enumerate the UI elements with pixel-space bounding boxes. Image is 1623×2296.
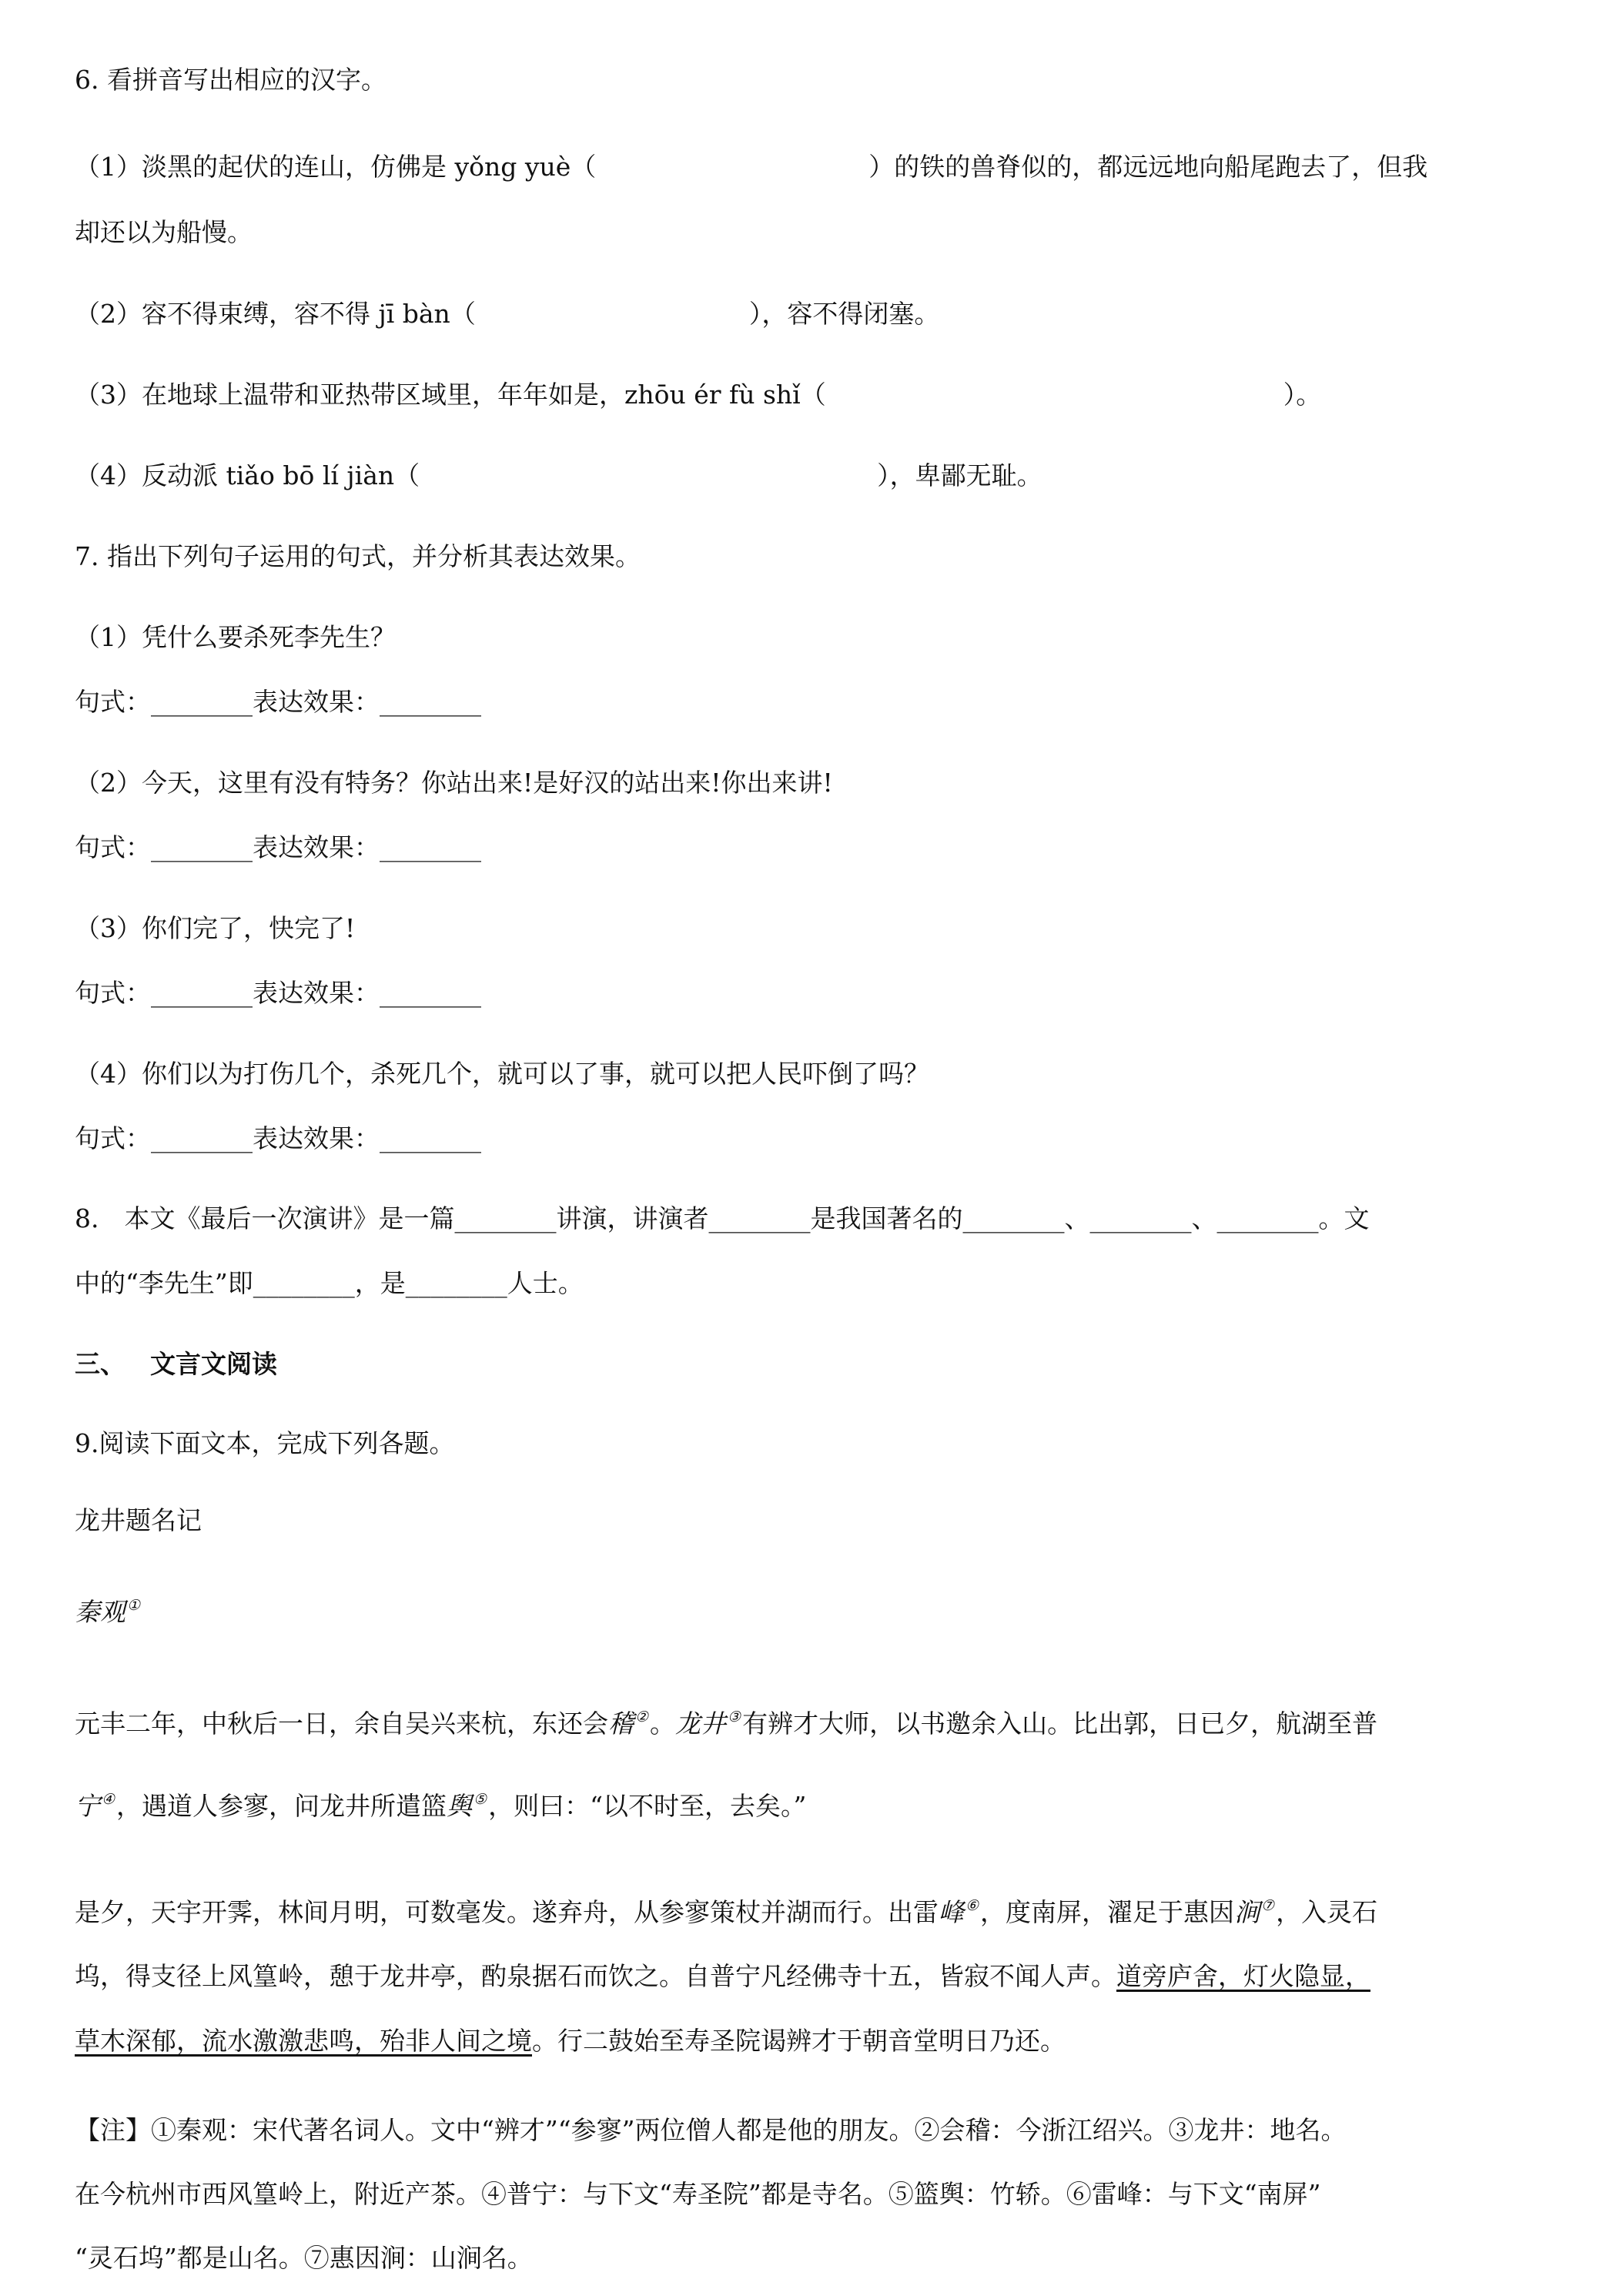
text-run: 宁 bbox=[75, 1791, 100, 1821]
q7-answer-1[interactable]: 句式：________表达效果：________ bbox=[75, 687, 481, 717]
notes-line-1: 【注】①秦观：宋代著名词人。文中“辨才”“参寥”两位僧人都是他的朋友。②会稽：今浙江绍兴。③龙井：地名。 bbox=[75, 2115, 1347, 2145]
q8-line-2: 中的“李先生”即________，是________人士。 bbox=[75, 1268, 584, 1298]
text-run: ，入灵石 bbox=[1276, 1897, 1378, 1927]
text-run: 涧 bbox=[1234, 1897, 1260, 1927]
text-run: 是夕，天宇开霁，林间月明，可数毫发。遂弃舟，从参寥策杖并湖而行。出雷 bbox=[75, 1897, 939, 1927]
essay-para-2-line-3 bbox=[75, 2024, 1066, 2058]
footnote-mark-3: ③ bbox=[728, 1709, 741, 1725]
text-run: ，则曰：“以不时至，去矣。” bbox=[488, 1791, 807, 1821]
underlined-sentence: 草木深郁，流水激激悲鸣，殆非人间之境 bbox=[75, 2026, 532, 2056]
text-run: 舆 bbox=[447, 1791, 473, 1821]
notes-line-2: 在今杭州市西风篁岭上，附近产茶。④普宁：与下文“寿圣院”都是寺名。⑤篮舆：竹轿。⑥雷峰：与下文“南屏” bbox=[75, 2179, 1321, 2209]
text-run: 稽 bbox=[608, 1709, 634, 1739]
q6-item-1-cont: 却还以为船慢。 bbox=[75, 217, 253, 247]
q6-item-3 bbox=[75, 378, 1321, 412]
text-run: 龙井 bbox=[675, 1709, 727, 1739]
footnote-mark-4: ④ bbox=[102, 1791, 115, 1808]
essay-para-1-line-2 bbox=[75, 1789, 806, 1827]
q7-answer-2[interactable]: 句式：________表达效果：________ bbox=[75, 832, 481, 862]
q7-answer-3[interactable]: 句式：________表达效果：________ bbox=[75, 978, 481, 1008]
q7-title: 7. 指出下列句子运用的句式，并分析其表达效果。 bbox=[75, 541, 641, 571]
text-run: 。 bbox=[650, 1709, 676, 1739]
text-run: 有辨才大师，以书邀余入山。比出郭，日已夕，航湖至普 bbox=[742, 1709, 1378, 1739]
q6-item-1-text-a: （1）淡黑的起伏的连山，仿佛是 yǒng yuè（ bbox=[75, 152, 597, 182]
q7-sentence-2: （2）今天，这里有没有特务？你站出来!是好汉的站出来!你出来讲! bbox=[75, 768, 833, 798]
text-run: 峰 bbox=[939, 1897, 964, 1927]
footnote-mark-2: ② bbox=[635, 1709, 649, 1725]
essay-para-2-line-2 bbox=[75, 1960, 1370, 1993]
q6-item-3-text-a: （3）在地球上温带和亚热带区域里，年年如是，zhōu ér fù shǐ（ bbox=[75, 380, 826, 410]
essay-para-1-line-1 bbox=[75, 1707, 1377, 1745]
notes-line-3: “灵石坞”都是山名。⑦惠因涧：山涧名。 bbox=[75, 2243, 533, 2273]
section-3-heading bbox=[75, 1347, 277, 1381]
author-name: 秦观 bbox=[75, 1597, 125, 1627]
q6-item-2-text-a: （2）容不得束缚，容不得 jī bàn（ bbox=[75, 299, 476, 329]
q6-item-1 bbox=[75, 150, 1427, 184]
q7-sentence-4: （4）你们以为打伤几个，杀死几个，就可以了事，就可以把人民吓倒了吗？ bbox=[75, 1059, 929, 1089]
footnote-mark-5: ⑤ bbox=[474, 1791, 487, 1808]
q7-sentence-3: （3）你们完了，快完了! bbox=[75, 913, 356, 943]
q6-item-3-text-b: ）。 bbox=[1283, 380, 1322, 410]
q6-item-2-text-b: ），容不得闭塞。 bbox=[748, 299, 940, 329]
q7-sentence-1: （1）凭什么要杀死李先生？ bbox=[75, 622, 396, 652]
essay-title: 龙井题名记 bbox=[75, 1505, 202, 1535]
q9-title: 9.阅读下面文本，完成下列各题。 bbox=[75, 1428, 455, 1458]
q6-title: 6. 看拼音写出相应的汉字。 bbox=[75, 65, 387, 95]
text-run: 。行二鼓始至寿圣院谒辨才于朝音堂明日乃还。 bbox=[532, 2026, 1066, 2056]
q8-line-1: 8. 本文《最后一次演讲》是一篇________讲演，讲演者________是我国著名的________、________、________。文 bbox=[75, 1203, 1370, 1233]
footnote-mark-7: ⑦ bbox=[1261, 1897, 1275, 1914]
underlined-sentence: 道旁庐舍，灯火隐显， bbox=[1116, 1961, 1370, 1991]
q7-answer-4[interactable]: 句式：________表达效果：________ bbox=[75, 1123, 481, 1153]
section-3-number: 三、 bbox=[75, 1349, 125, 1379]
text-run: ，遇道人参寥，问龙井所遣篮 bbox=[116, 1791, 447, 1821]
essay-author bbox=[75, 1595, 142, 1633]
q6-item-4-text-a: （4）反动派 tiǎo bō lí jiàn（ bbox=[75, 460, 420, 490]
text-run: ，度南屏，濯足于惠因 bbox=[980, 1897, 1235, 1927]
section-3-title: 文言文阅读 bbox=[150, 1349, 277, 1379]
q6-item-4 bbox=[75, 459, 1042, 493]
footnote-mark-1: ① bbox=[127, 1597, 141, 1614]
q6-item-4-text-b: ），卑鄙无耻。 bbox=[877, 460, 1042, 490]
essay-para-2-line-1 bbox=[75, 1896, 1377, 1933]
text-run: 坞，得支径上风篁岭，憩于龙井亭，酌泉据石而饮之。自普宁凡经佛寺十五，皆寂不闻人声。 bbox=[75, 1961, 1116, 1991]
footnote-mark-6: ⑥ bbox=[965, 1897, 979, 1914]
q6-item-1-text-b: ）的铁的兽脊似的，都远远地向船尾跑去了，但我 bbox=[868, 152, 1428, 182]
q6-item-2 bbox=[75, 297, 939, 331]
text-run: 元丰二年，中秋后一日，余自吴兴来杭，东还会 bbox=[75, 1709, 608, 1739]
